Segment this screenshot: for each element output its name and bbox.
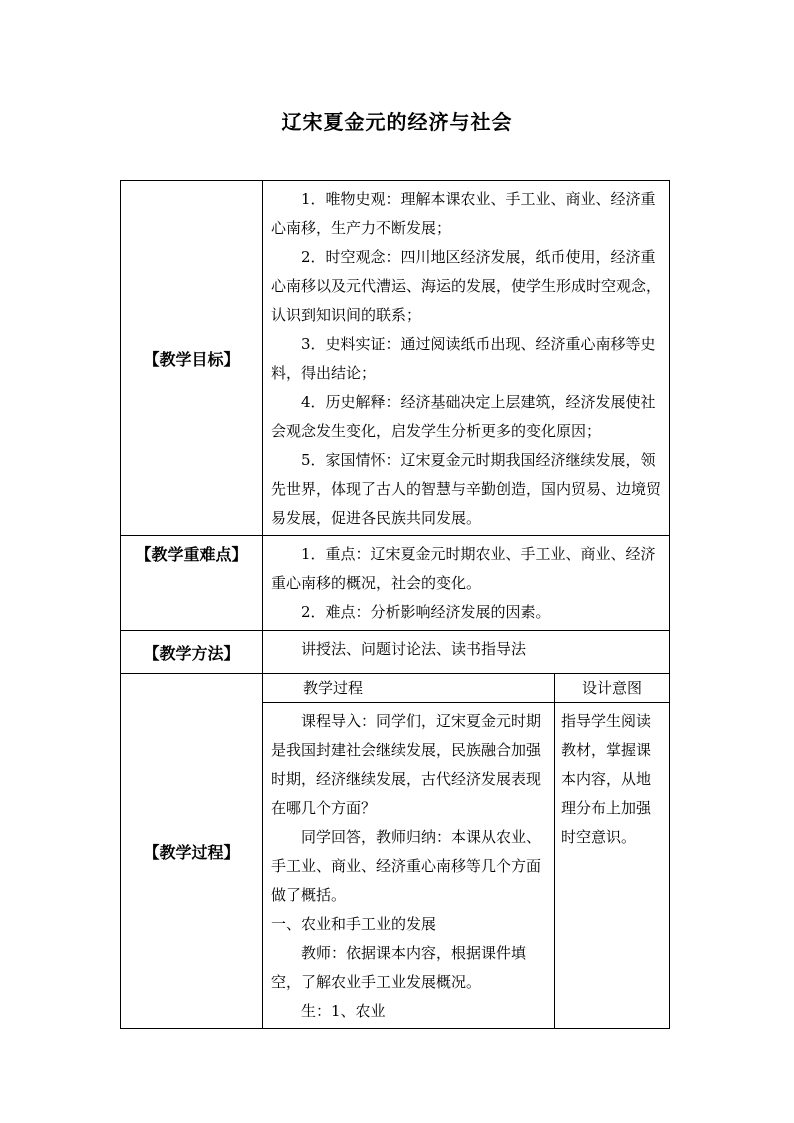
intent-content-cell xyxy=(555,703,670,1029)
key-point-item: 1．重点：辽宋夏金元时期农业、手工业、商业、经济重心南移的概况，社会的变化。 xyxy=(271,545,656,592)
intent-text: 指导学生阅读教材，掌握课本内容，从地理分布上加强时空意识。 xyxy=(561,712,652,846)
process-column-title: 教学过程 xyxy=(303,679,364,697)
process-paragraph: 教师：依据课本内容，根据课件填空，了解农业手工业发展概况。 xyxy=(271,944,527,991)
intent-column-title: 设计意图 xyxy=(581,679,642,697)
key-point-item: 2．难点：分析影响经济发展的因素。 xyxy=(301,603,551,621)
process-paragraph: 课程导入：同学们，辽宋夏金元时期是我国封建社会继续发展，民族融合加强时期，经济继续发展，古代经济发展表现在哪几个方面？ xyxy=(271,712,542,817)
objective-item: 4．历史解释：经济基础决定上层建筑，经济发展使社会观念发生变化，启发学生分析更多的变化原因； xyxy=(271,393,656,440)
process-content-cell xyxy=(263,703,555,1029)
objectives-label: 【教学目标】 xyxy=(121,181,263,536)
lesson-plan-table xyxy=(120,180,670,1029)
process-paragraph: 生：1、农业 xyxy=(301,1002,386,1020)
objectives-cell xyxy=(263,181,670,536)
objective-item: 1．唯物史观：理解本课农业、手工业、商业、经济重心南移，生产力不断发展； xyxy=(271,190,656,237)
intent-column-header xyxy=(555,674,670,703)
objective-item: 3．史料实证：通过阅读纸币出现、经济重心南移等史料，得出结论； xyxy=(271,335,656,382)
key-points-label: 【教学重难点】 xyxy=(121,536,263,631)
process-column-header xyxy=(263,674,555,703)
process-label: 【教学过程】 xyxy=(121,674,263,1029)
process-header-row xyxy=(121,674,670,703)
process-paragraph: 同学回答，教师归纳：本课从农业、手工业、商业、经济重心南移等几个方面做了概括。 xyxy=(271,828,542,904)
key-points-cell xyxy=(263,536,670,631)
methods-row xyxy=(121,631,670,674)
key-points-row xyxy=(121,536,670,631)
process-section-heading: 一、农业和手工业的发展 xyxy=(271,915,437,933)
methods-text: 讲授法、问题讨论法、读书指导法 xyxy=(301,640,527,658)
methods-label: 【教学方法】 xyxy=(121,631,263,674)
page-title: 辽宋夏金元的经济与社会 xyxy=(281,110,513,134)
objectives-row xyxy=(121,181,670,536)
objective-item: 5．家国情怀：辽宋夏金元时期我国经济继续发展，领先世界，体现了古人的智慧与辛勤创造，国内贸易、边境贸易发展，促进各民族共同发展。 xyxy=(271,451,662,527)
objective-item: 2．时空观念：四川地区经济发展，纸币使用，经济重心南移以及元代漕运、海运的发展，使学生形成时空观念，认识到知识间的联系； xyxy=(271,248,662,324)
methods-cell xyxy=(263,631,670,674)
